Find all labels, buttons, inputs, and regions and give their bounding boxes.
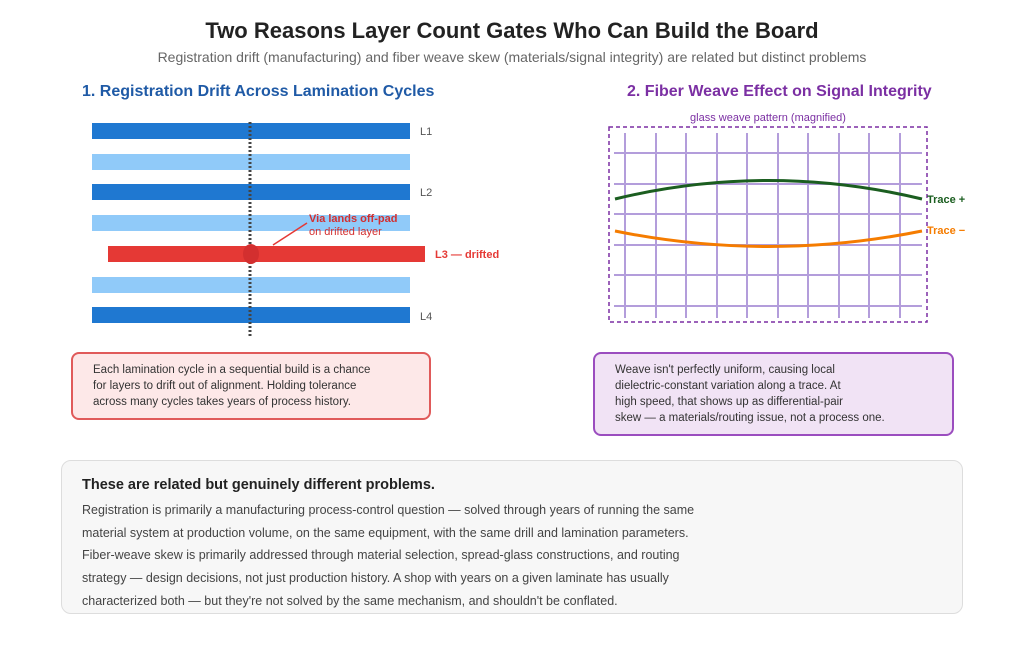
- label-l2: L2: [420, 187, 433, 199]
- annotation-via-off-pad: Via lands off-pad: [309, 213, 398, 225]
- summary-line: Registration is primarily a manufacturing process-control question — solved through years of running the same: [82, 503, 695, 517]
- label-l1: L1: [420, 126, 433, 138]
- glass-weave-grid: [614, 133, 922, 318]
- via-off-pad-marker: [243, 244, 259, 264]
- callout-line: Weave isn't perfectly uniform, causing local: [615, 364, 835, 376]
- fiber-weave-heading: 2. Fiber Weave Effect on Signal Integrity: [627, 83, 932, 100]
- summary-line: strategy — design decisions, not just production history. A shop with years on a given laminate has usually: [82, 571, 669, 585]
- summary-paragraph-registration: [82, 499, 694, 545]
- summary-line: Fiber-weave skew is primarily addressed through material selection, spread-glass constructions, and routing: [82, 548, 680, 562]
- callout-line: across many cycles takes years of process history.: [93, 396, 351, 408]
- fiber-weave-callout: [593, 352, 954, 436]
- label-trace-positive: Trace +: [927, 194, 966, 206]
- summary-box: [61, 460, 963, 614]
- callout-line: high speed, that shows up as differential-pair: [615, 396, 844, 408]
- annotation-drifted-layer: on drifted layer: [309, 226, 382, 238]
- callout-line: Each lamination cycle in a sequential build is a chance: [93, 364, 371, 376]
- callout-line: skew — a materials/routing issue, not a process one.: [615, 412, 885, 424]
- page-subtitle: Registration drift (manufacturing) and fiber weave skew (materials/signal integrity) are related but distinct problems: [157, 49, 867, 65]
- summary-line: material system at production volume, on the same equipment, with the same drill and lamination parameters.: [82, 526, 689, 540]
- callout-line: dielectric-constant variation along a trace. At: [615, 380, 841, 392]
- summary-line: characterized both — but they're not solved by the same mechanism, and shouldn't be conflated.: [82, 594, 618, 608]
- label-trace-negative: Trace −: [927, 225, 966, 237]
- summary-title: These are related but genuinely different problems.: [82, 477, 435, 493]
- summary-paragraph-fiber-weave: [82, 544, 680, 613]
- callout-line: for layers to drift out of alignment. Holding tolerance: [93, 380, 357, 392]
- layer-l3-drifted: [108, 246, 425, 262]
- weave-caption: glass weave pattern (magnified): [690, 112, 846, 124]
- registration-drift-heading: 1. Registration Drift Across Lamination Cycles: [82, 83, 435, 100]
- label-l4: L4: [420, 311, 433, 323]
- page-title: Two Reasons Layer Count Gates Who Can Build the Board: [205, 18, 819, 43]
- label-l3-drifted: L3 — drifted: [435, 249, 500, 261]
- registration-callout: [71, 352, 431, 420]
